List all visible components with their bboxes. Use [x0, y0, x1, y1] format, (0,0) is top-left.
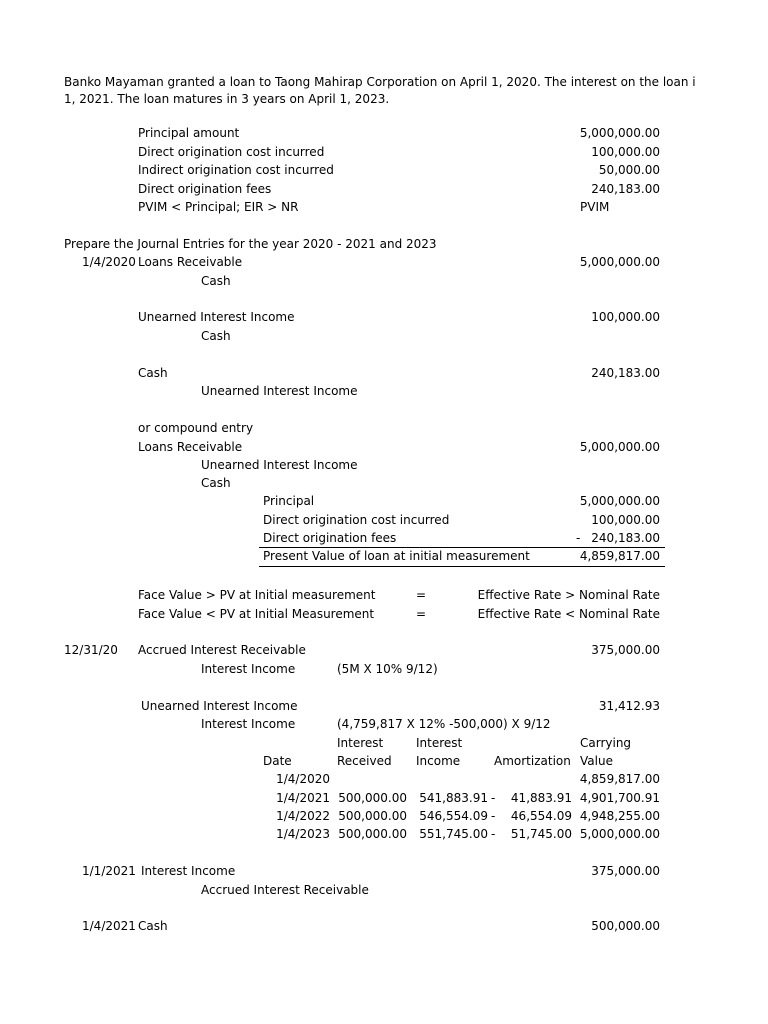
debit-account: Loans Receivable [138, 255, 243, 269]
schedule-header: Amortization [494, 754, 571, 768]
pv-row-label: Direct origination cost incurred [263, 513, 450, 527]
schedule-amort: 41,883.91 [510, 791, 572, 805]
schedule-amort: 46,554.09 [510, 809, 572, 823]
schedule-date: 1/4/2022 [276, 809, 330, 823]
debit-account: Cash [138, 919, 168, 933]
intro-line-2: 1, 2021. The loan matures in 3 years on April 1, 2023. [64, 92, 390, 106]
schedule-carrying: 4,948,255.00 [579, 809, 660, 823]
schedule-dash: - [491, 809, 496, 823]
debit-amount: 5,000,000.00 [579, 440, 660, 454]
compound-note: or compound entry [138, 421, 254, 435]
credit-account: Accrued Interest Receivable [201, 883, 369, 897]
credit-account: Interest Income [201, 662, 296, 676]
debit-amount: 100,000.00 [591, 310, 660, 324]
comparison-right: Effective Rate < Nominal Rate [477, 607, 660, 621]
credit-account: Unearned Interest Income [201, 458, 358, 472]
instruction: Prepare the Journal Entries for the year 2020 - 2021 and 2023 [64, 237, 437, 251]
debit-amount: 5,000,000.00 [579, 255, 660, 269]
debit-account: Accrued Interest Receivable [138, 643, 306, 657]
credit-account: Unearned Interest Income [201, 384, 358, 398]
fact-label: Indirect origination cost incurred [138, 163, 334, 177]
credit-account: Cash [201, 476, 231, 490]
entry-date: 1/1/2021 [82, 864, 136, 878]
schedule-header: Date [263, 754, 292, 768]
schedule-date: 1/4/2021 [276, 791, 330, 805]
fact-label: Direct origination cost incurred [138, 145, 325, 159]
intro-line-1: Banko Mayaman granted a loan to Taong Mahirap Corporation on April 1, 2020. The interest on the loan i [64, 75, 696, 89]
pv-row-label: Direct origination fees [263, 531, 397, 545]
schedule-carrying: 4,859,817.00 [579, 772, 660, 786]
debit-account: Unearned Interest Income [141, 699, 298, 713]
schedule-header: Value [580, 754, 613, 768]
schedule-carrying: 4,901,700.91 [579, 791, 660, 805]
schedule-income: 546,554.09 [419, 809, 488, 823]
schedule-dash: - [491, 791, 496, 805]
fact-value: 5,000,000.00 [579, 126, 660, 140]
formula: (5M X 10% 9/12) [337, 662, 438, 676]
fact-value: 50,000.00 [598, 163, 660, 177]
credit-account: Cash [201, 329, 231, 343]
debit-account: Loans Receivable [138, 440, 243, 454]
schedule-header: Interest [416, 736, 463, 750]
debit-amount: 375,000.00 [591, 864, 660, 878]
pv-row-sign: - [576, 531, 581, 545]
pv-total-value: 4,859,817.00 [579, 549, 660, 563]
entry-date: 1/4/2021 [82, 919, 136, 933]
schedule-dash: - [491, 827, 496, 841]
fact-label: PVIM < Principal; EIR > NR [138, 200, 299, 214]
comparison-equals: = [416, 607, 427, 621]
comparison-right: Effective Rate > Nominal Rate [477, 588, 660, 602]
schedule-date: 1/4/2023 [276, 827, 330, 841]
schedule-date: 1/4/2020 [276, 772, 330, 786]
schedule-carrying: 5,000,000.00 [579, 827, 660, 841]
fact-value: PVIM [580, 200, 610, 214]
debit-amount: 31,412.93 [598, 699, 660, 713]
schedule-received: 500,000.00 [338, 827, 407, 841]
total-rule [259, 547, 665, 548]
entry-date: 12/31/20 [64, 643, 118, 657]
schedule-received: 500,000.00 [338, 809, 407, 823]
pv-row-value: 5,000,000.00 [579, 494, 660, 508]
debit-amount: 500,000.00 [591, 919, 660, 933]
schedule-header: Carrying [580, 736, 632, 750]
schedule-header: Received [337, 754, 392, 768]
schedule-income: 541,883.91 [419, 791, 488, 805]
total-underline [259, 566, 665, 567]
schedule-header: Interest [337, 736, 384, 750]
debit-account: Unearned Interest Income [138, 310, 295, 324]
fact-value: 240,183.00 [591, 182, 660, 196]
debit-account: Cash [138, 366, 168, 380]
formula: (4,759,817 X 12% -500,000) X 9/12 [337, 717, 551, 731]
pv-row-label: Principal [263, 494, 315, 508]
credit-account: Cash [201, 274, 231, 288]
fact-label: Direct origination fees [138, 182, 272, 196]
schedule-received: 500,000.00 [338, 791, 407, 805]
debit-amount: 240,183.00 [591, 366, 660, 380]
comparison-equals: = [416, 588, 427, 602]
credit-account: Interest Income [201, 717, 296, 731]
debit-account: Interest Income [141, 864, 236, 878]
schedule-header: Income [416, 754, 461, 768]
comparison-left: Face Value < PV at Initial Measurement [138, 607, 375, 621]
fact-label: Principal amount [138, 126, 240, 140]
entry-date: 1/4/2020 [82, 255, 136, 269]
pv-row-value: 240,183.00 [591, 531, 660, 545]
fact-value: 100,000.00 [591, 145, 660, 159]
comparison-left: Face Value > PV at Initial measurement [138, 588, 376, 602]
debit-amount: 375,000.00 [591, 643, 660, 657]
pv-total-label: Present Value of loan at initial measurement [263, 549, 530, 563]
schedule-amort: 51,745.00 [510, 827, 572, 841]
pv-row-value: 100,000.00 [591, 513, 660, 527]
schedule-income: 551,745.00 [419, 827, 488, 841]
